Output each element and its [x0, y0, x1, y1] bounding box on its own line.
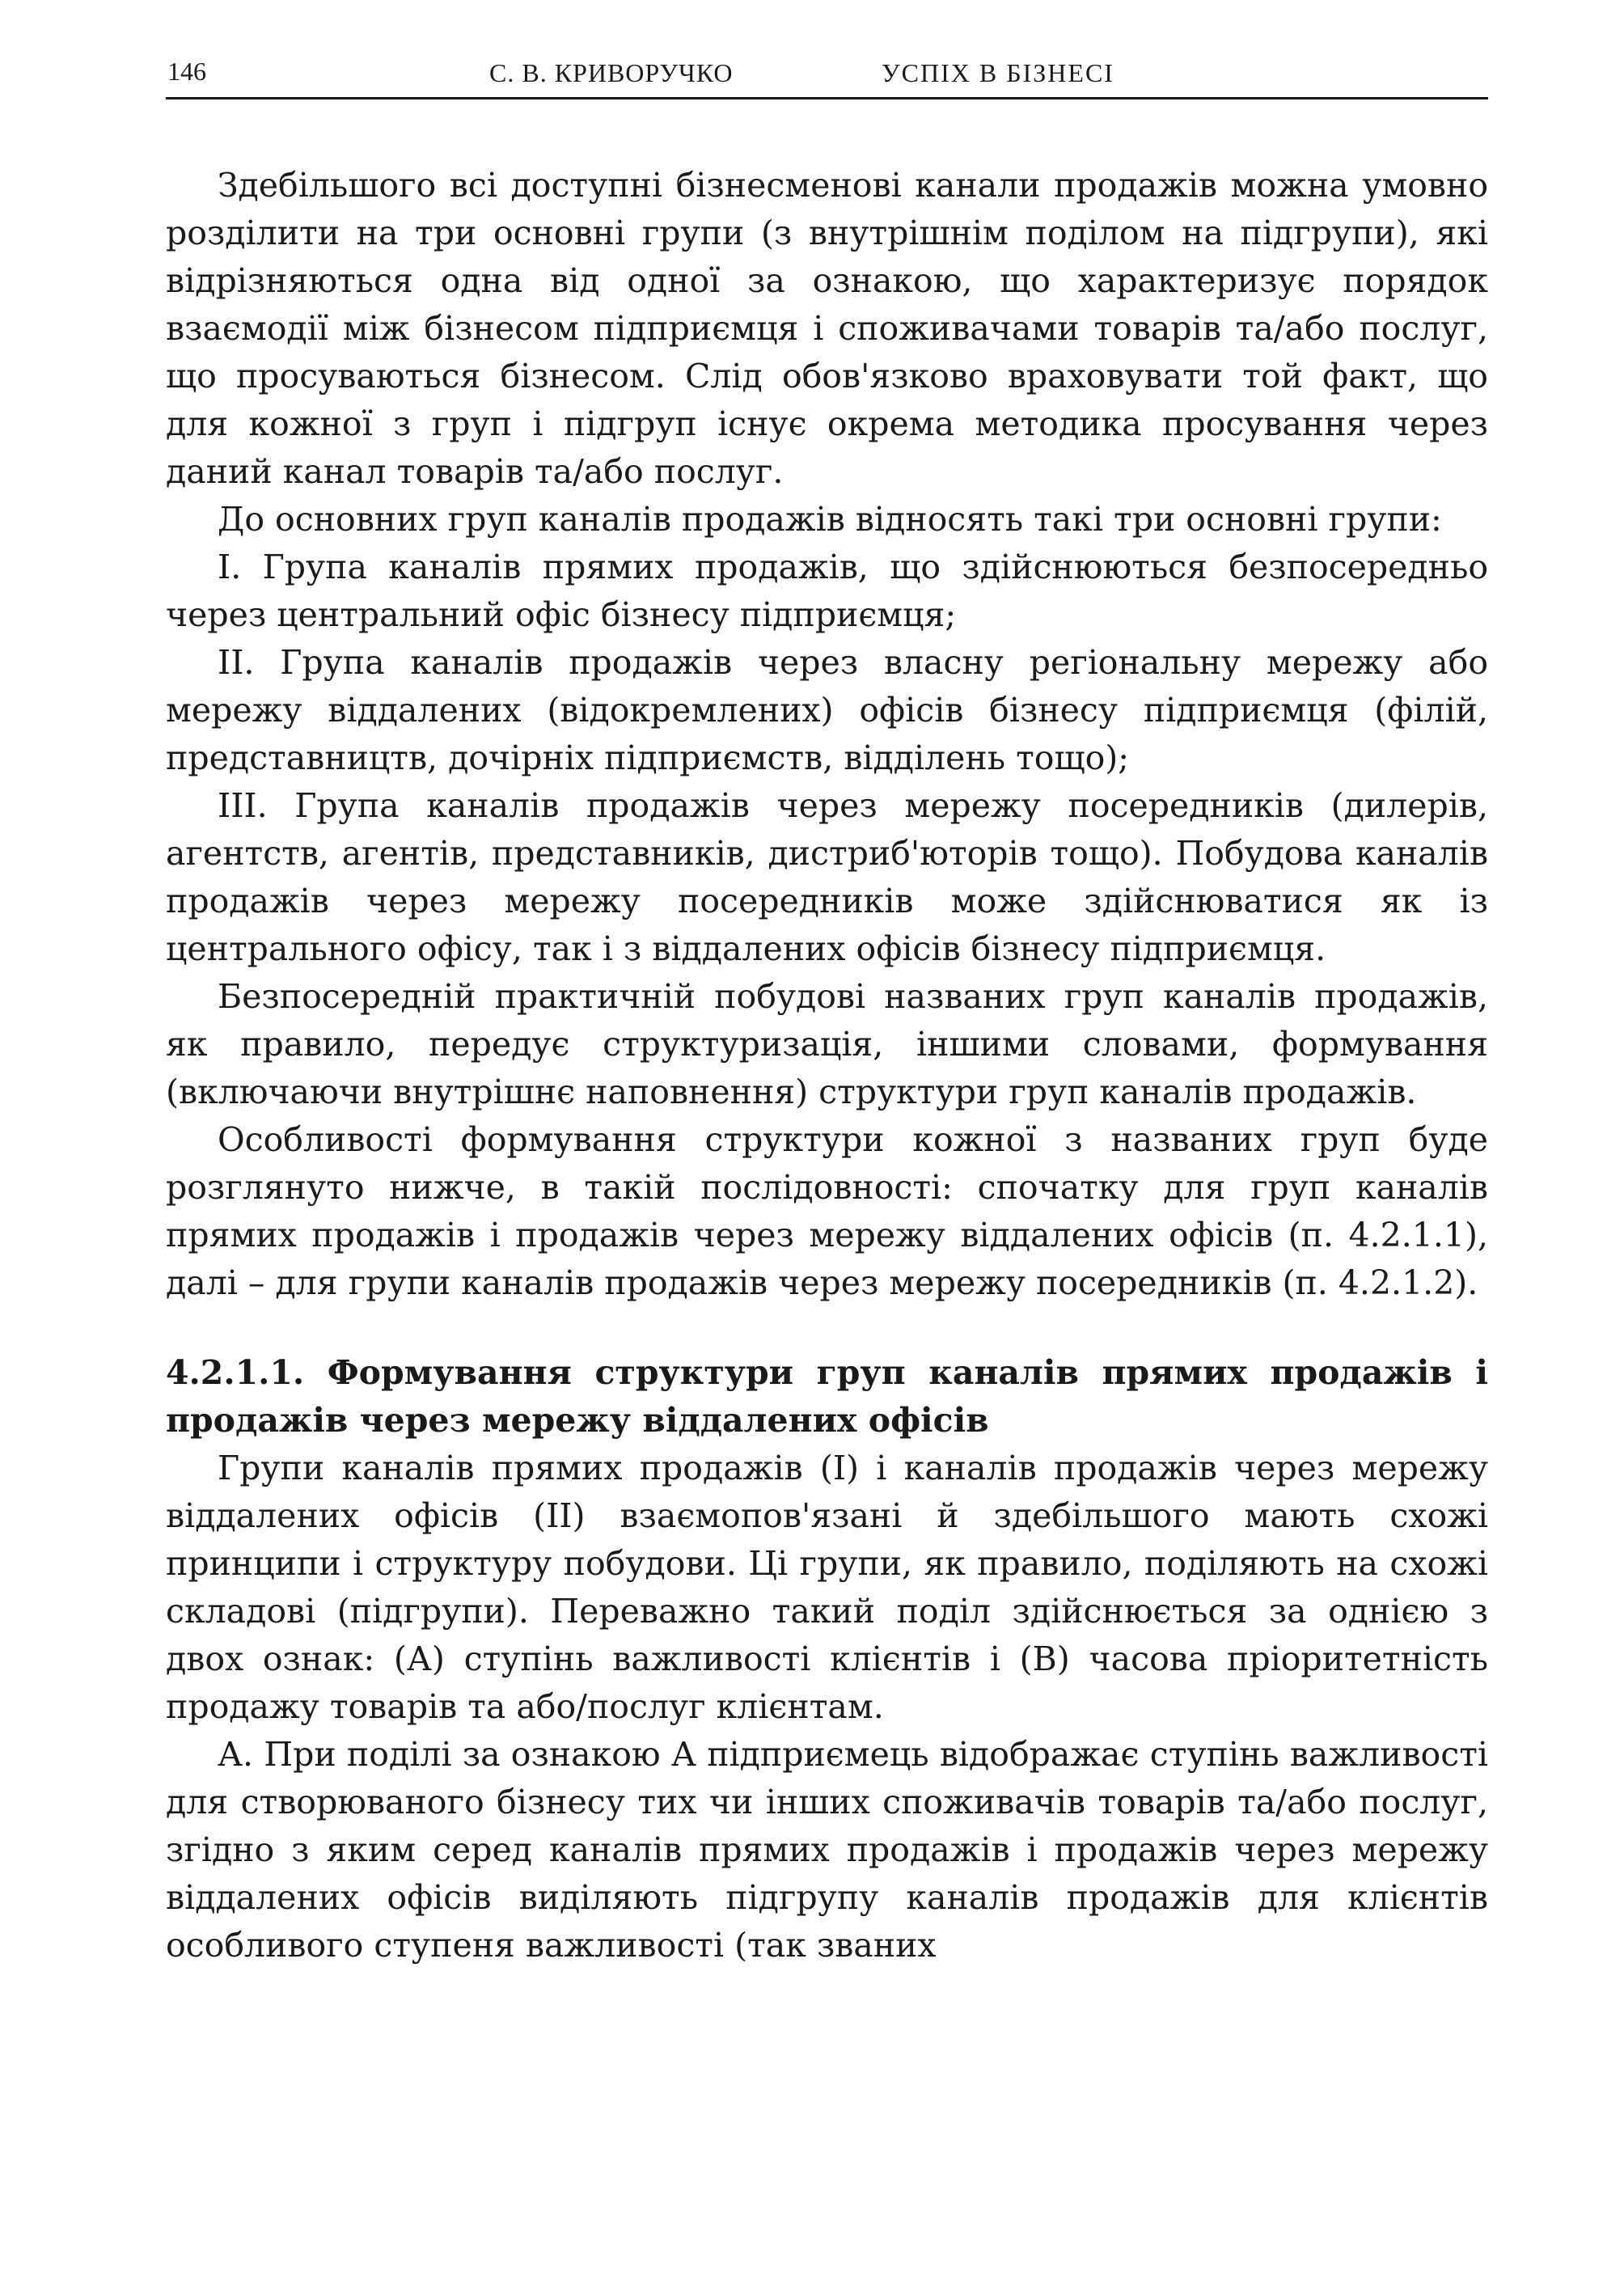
page-number: 146	[167, 57, 206, 86]
running-author: С. В. КРИВОРУЧКО	[489, 58, 734, 87]
running-header	[166, 52, 1488, 99]
paragraph: Здебільшого всі доступні бізнесменові канали продажів можна умовно розділити на три основні групи (з внутрішнім поділом на підгрупи), які відрізняються одна від одної за ознакою, що характеризує порядок взаємодії між бізнесом підприємця і споживачами товарів та/або послуг, що просуваються бізнесом. Слід обов'язково враховувати той факт, що для кожної з груп і підгруп існує окрема методика просування через даний канал товарів та/або послуг.	[166, 166, 1488, 491]
paragraph: А. При поділі за ознакою А підприємець відображає ступінь важливості для створюваного бізнесу тих чи інших споживачів товарів та/або послуг, згідно з яким серед каналів прямих продажів і продажів через мережу віддалених офісів виділяють підгрупу каналів продажів для клієнтів особливого ступеня важливості (так званих	[166, 1735, 1488, 1965]
section-heading: 4.2.1.1. Формування структури груп каналів прямих продажів і продажів через мережу віддалених офісів	[166, 1353, 1488, 1440]
paragraph: I. Група каналів прямих продажів, що здійснюються безпосередньо через центральний офіс бізнесу підприємця;	[166, 548, 1488, 634]
running-title: УСПІХ В БІЗНЕСІ	[882, 58, 1114, 87]
paragraph: II. Група каналів продажів через власну регіональну мережу або мережу віддалених (відокремлених) офісів бізнесу підприємця (філій, представництв, дочірніх підприємств, відділень тощо);	[166, 643, 1488, 777]
paragraph: До основних груп каналів продажів відносять такі три основні групи:	[218, 500, 1442, 539]
page-body	[166, 162, 1488, 1969]
paragraph: Особливості формування структури кожної з названих груп буде розглянуто нижче, в такій послідовності: спочатку для груп каналів прямих продажів і продажів через мережу віддалених офісів (п. 4.2.1.1), далі – для групи каналів продажів через мережу посередників (п. 4.2.1.2).	[166, 1120, 1488, 1302]
paragraph: Безпосередній практичній побудові названих груп каналів продажів, як правило, передує структуризація, іншими словами, формування (включаючи внутрішнє наповнення) структури груп каналів продажів.	[166, 977, 1488, 1111]
paragraph: Групи каналів прямих продажів (I) і каналів продажів через мережу віддалених офісів (II) взаємопов'язані й здебільшого мають схожі принципи і структуру побудови. Ці групи, як правило, поділяють на схожі складові (підгрупи). Переважно такий поділ здійснюється за однією з двох ознак: (А) ступінь важливості клієнтів і (В) часова пріоритетність продажу товарів та або/послуг клієнтам.	[166, 1449, 1488, 1726]
paragraph: III. Група каналів продажів через мережу посередників (дилерів, агентств, агентів, представників, дистриб'юторів тощо). Побудова каналів продажів через мережу посередників може здійснюватися як із центрального офісу, так і з віддалених офісів бізнесу підприємця.	[166, 786, 1488, 968]
